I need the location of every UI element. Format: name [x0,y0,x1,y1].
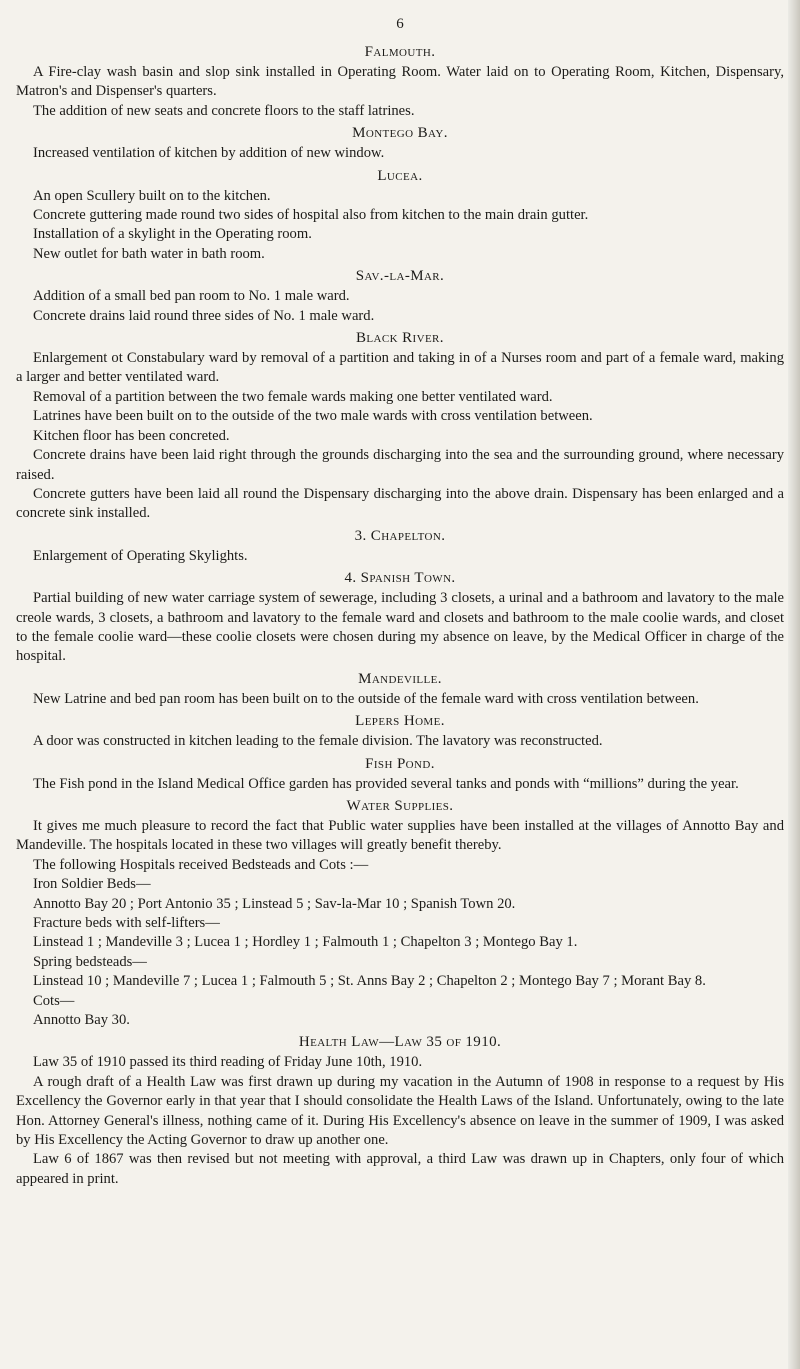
page-content [16,40,784,1189]
paragraph: Concrete drains have been laid right through the grounds discharging into the sea and the surrounding ground, where necessary raised. [16,447,784,483]
paragraph: Increased ventilation of kitchen by addition of new window. [33,145,385,162]
paragraph: The addition of new seats and concrete floors to the staff latrines. [33,102,415,119]
section-heading-black-river: Black River. [356,330,444,347]
section-heading-montego-bay: Montego Bay. [352,125,448,142]
list-heading: Fracture beds with self-lifters— [33,915,220,931]
paragraph: The Fish pond in the Island Medical Office garden has provided several tanks and ponds with “millions” during the year. [33,775,739,792]
paragraph: The following Hospitals received Bedsteads and Cots :— [33,856,369,873]
paragraph: A rough draft of a Health Law was first drawn up during my vacation in the Autumn of 1908 in response to a request by His Excellency the Governor early in that year that I should consolidate the Health Laws of the Island. Unfortunately, owing to the late Hon. Attorney General's illness, nothing came of it. During His Excellency's absence on leave in the summer of 1909, I was asked by His Excellency the Acting Governor to draw up another one. [16,1073,784,1149]
paragraph: Law 35 of 1910 passed its third reading of Friday June 10th, 1910. [33,1054,423,1071]
paragraph: Enlargement of Operating Skylights. [33,547,248,564]
page-edge-shadow [788,0,800,1369]
paragraph: Enlargement ot Constabulary ward by removal of a partition and taking in of a Nurses room and part of a female ward, making a larger and better ventilated ward. [16,350,784,386]
section-heading-mandeville: Mandeville. [358,670,442,687]
section-heading-chapelton: 3. Chapelton. [354,527,446,544]
paragraph: New outlet for bath water in bath room. [33,245,265,262]
paragraph: Concrete drains laid round three sides of No. 1 male ward. [33,307,375,324]
list-heading: Spring bedsteads— [33,953,147,970]
list-heading: Iron Soldier Beds— [33,876,151,893]
paragraph: New Latrine and bed pan room has been built on to the outside of the female ward with cross ventilation between. [33,690,699,707]
page-number: 6 [396,16,404,32]
paragraph: Removal of a partition between the two female wards making one better ventilated ward. [33,388,553,405]
section-heading-sav-la-mar: Sav.-la-Mar. [355,268,445,285]
section-heading-falmouth: Falmouth. [364,44,436,60]
paragraph: It gives me much pleasure to record the fact that Public water supplies have been installed at the villages of Annotto Bay and Mandeville. The hospitals located in these two villages will greatly benefit thereby. [16,817,784,854]
section-heading-lepers-home: Lepers Home. [355,713,445,730]
section-heading-water-supplies: Water Supplies. [346,797,454,814]
paragraph: Concrete guttering made round two sides of hospital also from kitchen to the main drain gutter. [33,207,589,224]
section-heading-fish-pond: Fish Pond. [365,755,435,772]
paragraph: A door was constructed in kitchen leading to the female division. The lavatory was reconstructed. [33,733,603,750]
paragraph: Addition of a small bed pan room to No. 1 male ward. [33,288,350,305]
paragraph: An open Scullery built on to the kitchen. [33,187,271,204]
list-item: Linstead 10 ; Mandeville 7 ; Lucea 1 ; Falmouth 5 ; St. Anns Bay 2 ; Chapelton 2 ; Montego Bay 7 ; Morant Bay 8. [33,973,706,990]
section-heading-spanish-town: 4. Spanish Town. [344,570,456,587]
paragraph: Latrines have been built on to the outside of the two male wards with cross ventilation between. [33,408,593,425]
section-heading-lucea: Lucea. [377,167,423,184]
paragraph: Kitchen floor has been concreted. [33,427,230,444]
section-heading-health-law: Health Law—Law 35 of 1910. [298,1034,502,1051]
paragraph: Concrete gutters have been laid all round the Dispensary discharging into the above drain. Dispensary has been enlarged and a concrete sink installed. [16,485,784,522]
paragraph: Installation of a skylight in the Operating room. [33,226,312,243]
list-item: Linstead 1 ; Mandeville 3 ; Lucea 1 ; Hordley 1 ; Falmouth 1 ; Chapelton 3 ; Montego Bay 1. [33,934,578,951]
paragraph: A Fire-clay wash basin and slop sink installed in Operating Room. Water laid on to Operating Room, Kitchen, Dispensary, Matron's and Dispenser's quarters. [16,64,784,100]
paragraph: Partial building of new water carriage system of sewerage, including 3 closets, a urinal and a bathroom and lavatory to the male creole wards, 3 closets, a bathroom and lavatory to the female ward and closets and bathroom to the male coolie wards, and closet to the female coolie ward—these coolie closets were chosen during my absence on leave, by the Medical Officer in charge of the hospital. [16,590,784,665]
list-item: Annotto Bay 30. [33,1012,130,1029]
list-heading: Cots— [33,992,75,1009]
list-item: Annotto Bay 20 ; Port Antonio 35 ; Linstead 5 ; Sav-la-Mar 10 ; Spanish Town 20. [33,895,516,912]
paragraph: Law 6 of 1867 was then revised but not meeting with approval, a third Law was drawn up in Chapters, only four of which appeared in print. [16,1151,784,1187]
